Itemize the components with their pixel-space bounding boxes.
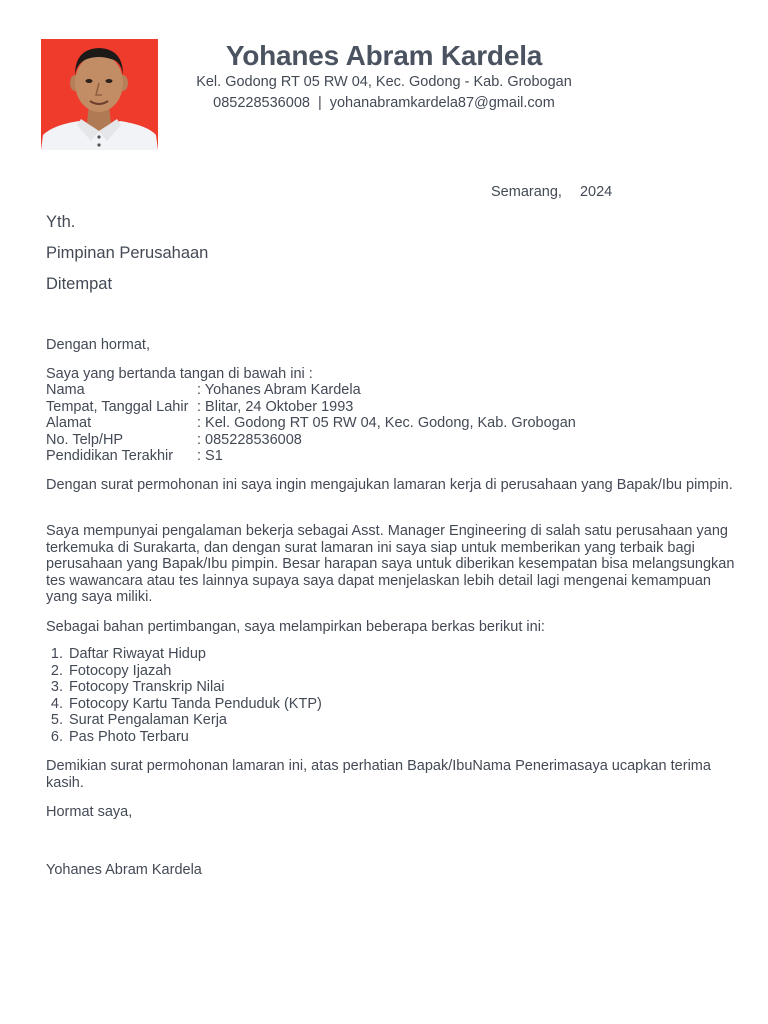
detail-row-birth [46, 399, 576, 416]
signature-name: Yohanes Abram Kardela [46, 862, 202, 878]
personal-details [46, 382, 576, 465]
detail-label: Alamat [46, 415, 92, 431]
applicant-address: Kel. Godong RT 05 RW 04, Kec. Godong - Kab. Grobogan [196, 74, 572, 90]
detail-value: : Kel. Godong RT 05 RW 04, Kec. Godong, Kab. Grobogan [197, 415, 576, 431]
profile-photo [41, 39, 158, 150]
recipient-line-1: Yth. [46, 213, 76, 231]
detail-label: Pendidikan Terakhir [46, 448, 174, 464]
contact-line [158, 94, 610, 112]
detail-row-address [46, 415, 576, 432]
detail-label: No. Telp/HP [46, 431, 124, 448]
list-item: 5. Surat Pengalaman Kerja [67, 712, 322, 729]
contact-separator: | [317, 95, 322, 111]
paragraph-experience: Saya mempunyai pengalaman bekerja sebagai Asst. Manager Engineering di salah satu perusahaan yang terkemuka di Surakarta, dan dengan surat lamaran ini saya siap untuk memberikan yang terbaik bagi perusahaan yang Bapak/Ibu pimpin. Besar harapan saya untuk diberikan kesempatan bisa melangsungkan tes wawancara atau tes lainnya supaya saya dapat menjelaskan lebih detail lagi mengenai kemampuan yang saya miliki. [46, 523, 735, 605]
letter-date [491, 183, 612, 201]
paragraph-application: Dengan surat permohonan ini saya ingin mengajukan lamaran kerja di perusahaan yang Bapak/Ibu pimpin. [46, 477, 733, 493]
attachment-list [46, 646, 322, 745]
intro-line: Saya yang bertanda tangan di bawah ini : [46, 366, 313, 382]
person-portrait-icon [41, 39, 158, 150]
recipient-line-2: Pimpinan Perusahaan [46, 244, 209, 262]
email-address: yohanabramkardela87@gmail.com [329, 95, 555, 111]
detail-value: : Blitar, 24 Oktober 1993 [197, 398, 354, 415]
detail-value: : S1 [197, 448, 223, 464]
paragraph-closing: Demikian surat permohonan lamaran ini, atas perhatian Bapak/IbuNama Penerimasaya ucapkan terima kasih. [46, 758, 711, 791]
phone-number: 085228536008 [213, 95, 310, 111]
list-item: 6. Pas Photo Terbaru [67, 729, 322, 746]
date-city: Semarang, [491, 184, 562, 200]
detail-value: : Yohanes Abram Kardela [197, 382, 361, 398]
recipient-line-3: Ditempat [46, 275, 113, 293]
salutation: Dengan hormat, [46, 337, 150, 353]
detail-label: Nama [46, 382, 85, 398]
detail-value: : 085228536008 [197, 431, 302, 448]
list-item: 1. Daftar Riwayat Hidup [67, 646, 322, 663]
list-item: 2. Fotocopy Ijazah [67, 663, 322, 680]
date-year: 2024 [579, 184, 613, 200]
detail-row-phone [46, 432, 576, 449]
list-item: 3. Fotocopy Transkrip Nilai [67, 679, 322, 696]
detail-label: Tempat, Tanggal Lahir [46, 398, 189, 415]
signoff: Hormat saya, [46, 804, 133, 820]
detail-row-name [46, 382, 576, 399]
paragraph-attachments-intro: Sebagai bahan pertimbangan, saya melampirkan beberapa berkas berikut ini: [46, 619, 545, 635]
list-item: 4. Fotocopy Kartu Tanda Penduduk (KTP) [67, 696, 322, 713]
applicant-name: Yohanes Abram Kardela [225, 40, 543, 71]
detail-row-education [46, 448, 576, 465]
